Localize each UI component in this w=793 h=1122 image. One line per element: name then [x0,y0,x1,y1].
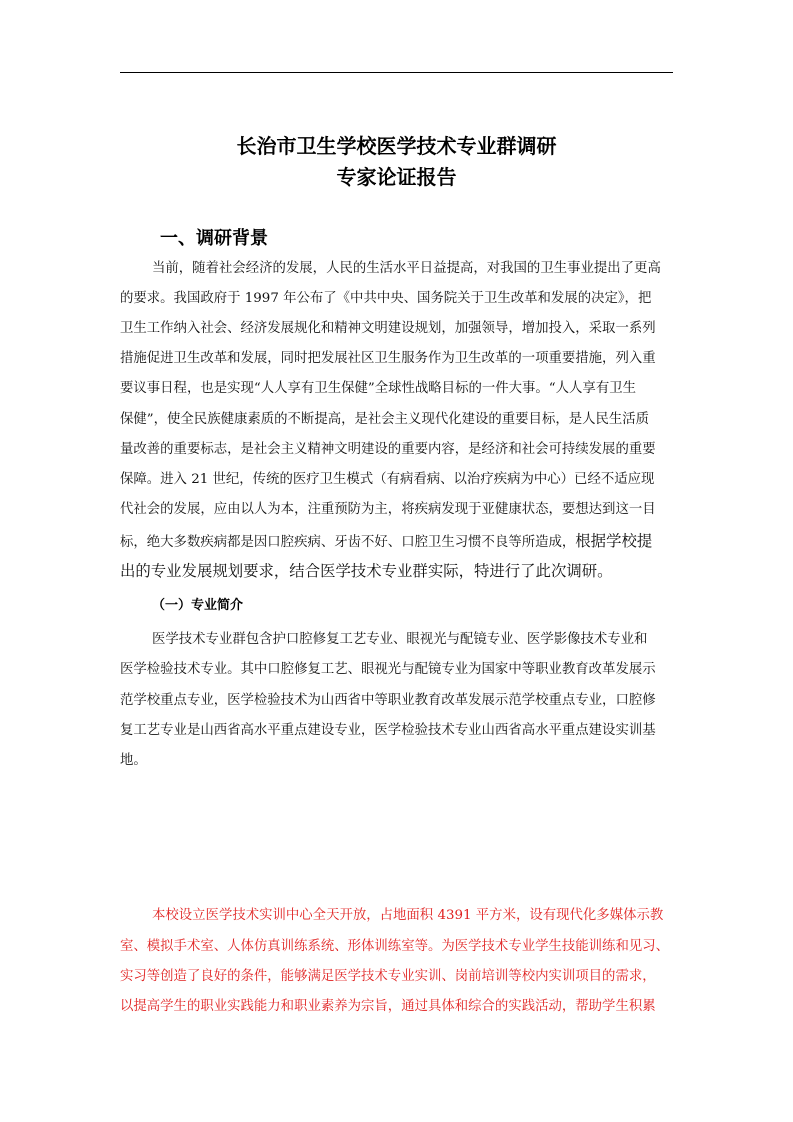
header-rule [120,72,673,73]
red-paragraph-line: 实习等创造了良好的条件，能够满足医学技术专业实训、岗前培训等校内实训项目的需求， [120,969,656,984]
paragraph-line: 医学技术专业群包含护口腔修复工艺专业、眼视光与配镜专业、医学影像技术专业和 [152,632,648,647]
paragraph-line: 措施促进卫生改革和发展，同时把发展社区卫生服务作为卫生改革的一项重要措施，列入重 [120,351,656,366]
paragraph-line: 量改善的重要标志，是社会主义精神文明建设的重要内容，是经济和社会可持续发展的重要 [120,442,656,457]
document-title: 长治市卫生学校医学技术专业群调研 [236,134,557,158]
paragraph-line-text: 标，绝大多数疾病都是因口腔疾病、牙齿不好、口腔卫生习惯不良等所造成， [120,535,576,550]
red-paragraph-line: 本校设立医学技术实训中心全天开放，占地面积 4391 平方米，设有现代化多媒体示教 [152,908,664,923]
section-heading-background: 一、调研背景 [160,228,268,249]
paragraph-line: 出的专业发展规划要求，结合医学技术专业群实际，特进行了此次调研。 [120,562,613,580]
paragraph-line-emphasis: 根据学校提 [575,532,653,550]
document-subtitle: 专家论证报告 [336,165,457,189]
paragraph-line: 保障。进入 21 世纪，传统的医疗卫生模式（有病看病、以治疗疾病为中心）已经不适应现 [120,472,655,487]
paragraph-line: 要议事日程，也是实现“人人享有卫生保健”全球性战略目标的一件大事。“人人享有卫生 [120,381,636,396]
paragraph-line: 地。 [120,753,147,768]
paragraph-line: 的要求。我国政府于 1997 年公布了《中共中央、国务院关于卫生改革和发展的决定》，把 [120,291,652,306]
paragraph-line: 范学校重点专业，医学检验技术为山西省中等职业教育改革发展示范学校重点专业，口腔修 [120,693,656,708]
paragraph-line: 保健”，使全民族健康素质的不断提高，是社会主义现代化建设的重要目标，是人民生活质 [120,412,650,427]
subsection-heading-profile: （一）专业简介 [152,598,244,613]
paragraph-line: 当前，随着社会经济的发展，人民的生活水平日益提高，对我国的卫生事业提出了更高 [152,261,661,276]
paragraph-line: 复工艺专业是山西省高水平重点建设专业，医学检验技术专业山西省高水平重点建设实训基 [120,723,656,738]
paragraph-line: 代社会的发展，应由以人为本，注重预防为主，将疾病发现于亚健康状态，要想达到这一目 [120,502,656,517]
paragraph-line: 医学检验技术专业。其中口腔修复工艺、眼视光与配镜专业为国家中等职业教育改革发展示 [120,662,656,677]
red-paragraph-line: 室、模拟手术室、人体仿真训练系统、形体训练室等。为医学技术专业学生技能训练和见习、 [120,939,670,954]
red-paragraph-line: 以提高学生的职业实践能力和职业素养为宗旨，通过具体和综合的实践活动，帮助学生积累 [120,999,656,1014]
paragraph-line [120,531,673,553]
paragraph-line: 卫生工作纳入社会、经济发展规化和精神文明建设规划，加强领导，增加投入，采取一系列 [120,321,656,336]
